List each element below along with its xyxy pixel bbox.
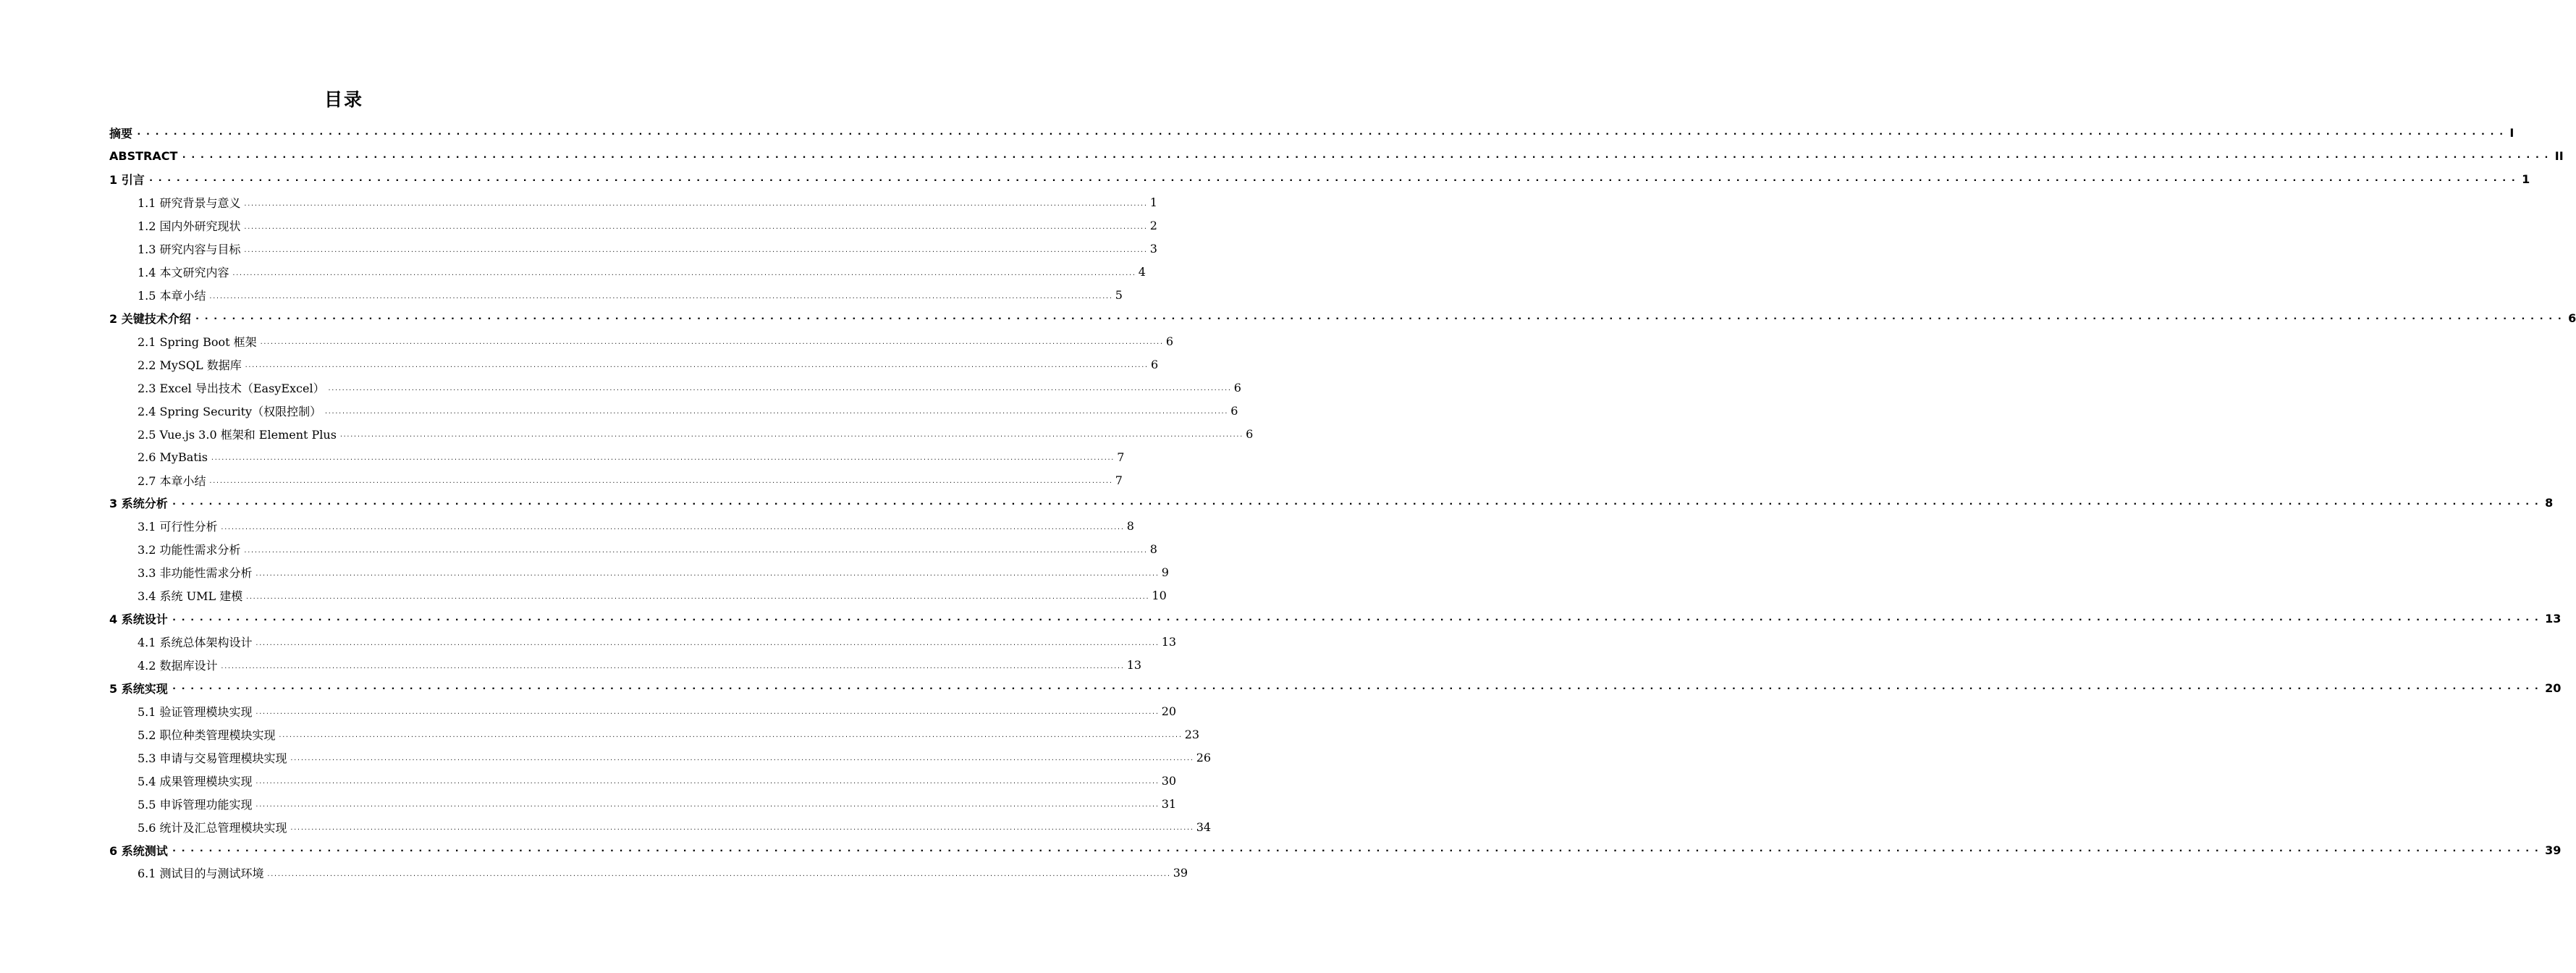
toc-entry-page-number: 8 (1149, 542, 1157, 557)
toc-section-entry[interactable] (109, 284, 1123, 307)
toc-entry-page-number: 3 (1149, 242, 1157, 256)
toc-entry-label: 4 系统设计 (109, 612, 168, 627)
toc-entry-page-number: 2 (1149, 219, 1157, 233)
toc-section-entry[interactable] (109, 353, 1159, 376)
toc-chapter-entry[interactable] (109, 145, 2564, 168)
toc-entry-label: 5.1 验证管理模块实现 (138, 704, 253, 719)
toc-chapter-entry[interactable] (109, 492, 2554, 515)
toc-entry-page-number: 5 (1115, 288, 1123, 303)
toc-section-entry[interactable] (109, 862, 1188, 885)
toc-entry-label: 1.3 研究内容与目标 (138, 243, 241, 257)
dot-leader: .................................................................................................................................................................................................................................................................... (232, 270, 1136, 277)
toc-chapter-entry[interactable] (109, 607, 2562, 631)
toc-section-entry[interactable] (109, 699, 1177, 723)
dot-leader: .................................................................................................................................................................................................................................................................... (255, 640, 1159, 647)
toc-entry-page-number: 23 (1184, 727, 1200, 741)
toc-entry-label: 3.4 系统 UML 建模 (138, 589, 243, 604)
toc-chapter-entry[interactable] (109, 122, 2514, 145)
dot-leader: .................................................................................................................................................................................................................................................................... (266, 871, 1170, 878)
dot-leader: .................................................................................................................................................................................................................................................................... (290, 825, 1194, 833)
toc-entry-page-number: II (2554, 149, 2564, 164)
toc-section-entry[interactable] (109, 214, 1157, 237)
toc-section-entry[interactable] (109, 792, 1177, 815)
toc-entry-label: 2.1 Spring Boot 框架 (138, 334, 257, 349)
toc-entry-page-number: 13 (1126, 658, 1142, 673)
toc-title: 目录 (324, 89, 363, 110)
toc-entry-page-number: 6 (1165, 334, 1174, 348)
dot-leader: .................................................................................................................................................................................................................................................................... (290, 756, 1194, 763)
toc-entry-page-number: 13 (1161, 635, 1177, 649)
toc-entry-page-number: 6 (1246, 426, 1254, 441)
toc-entry-page-number: 30 (1161, 773, 1177, 788)
toc-entry-page-number: 26 (1196, 750, 1212, 764)
dot-leader: .................................................................................................................................................................................................................................................................... (180, 148, 2552, 161)
toc-entry-page-number: 6 (1233, 380, 1241, 395)
dot-leader: .................................................................................................................................................................................................................................................................... (327, 386, 1231, 393)
toc-entry-label: 摘要 (109, 127, 133, 141)
toc-section-entry[interactable] (109, 515, 1134, 538)
toc-section-entry[interactable] (109, 329, 1174, 353)
toc-entry-page-number: 8 (1126, 519, 1134, 534)
dot-leader: .................................................................................................................................................................................................................................................................... (211, 455, 1115, 463)
toc-entry-page-number: 10 (1152, 589, 1167, 603)
toc-entry-label: 4.2 数据库设计 (138, 659, 218, 673)
toc-section-entry[interactable] (109, 654, 1142, 677)
toc-entry-page-number: 39 (2545, 843, 2562, 857)
toc-entry-label: 5.2 职位种类管理模块实现 (138, 728, 276, 742)
dot-leader: .................................................................................................................................................................................................................................................................... (259, 340, 1163, 347)
dot-leader: .................................................................................................................................................................................................................................................................... (255, 709, 1159, 717)
toc-entry-label: 5.3 申请与交易管理模块实现 (138, 751, 287, 765)
toc-entry-label: 2.4 Spring Security（权限控制） (138, 404, 322, 418)
toc-entry-page-number: 6 (1230, 403, 1238, 418)
toc-entry-label: 5.4 成果管理模块实现 (138, 774, 253, 788)
dot-leader: .................................................................................................................................................................................................................................................................... (193, 310, 2566, 324)
toc-entry-page-number: I (2509, 126, 2514, 140)
toc-entry-label: 5 系统实现 (109, 681, 168, 696)
toc-entry-label: 5.5 申诉管理功能实现 (138, 797, 253, 812)
toc-entry-label: 1.2 国内外研究现状 (138, 219, 241, 234)
dot-leader: .................................................................................................................................................................................................................................................................... (170, 680, 2543, 694)
toc-section-entry[interactable] (109, 422, 1254, 445)
dot-leader: .................................................................................................................................................................................................................................................................... (243, 247, 1147, 254)
dot-leader: .................................................................................................................................................................................................................................................................... (243, 201, 1147, 208)
toc-entry-label: 3.2 功能性需求分析 (138, 543, 241, 557)
toc-entry-label: 5.6 统计及汇总管理模块实现 (138, 820, 287, 835)
toc-chapter-entry[interactable] (109, 307, 2576, 330)
dot-leader: .................................................................................................................................................................................................................................................................... (208, 293, 1112, 300)
dot-leader: .................................................................................................................................................................................................................................................................... (147, 171, 2520, 185)
toc-entry-page-number: 8 (2545, 496, 2554, 510)
toc-section-entry[interactable] (109, 746, 1212, 769)
dot-leader: .................................................................................................................................................................................................................................................................... (278, 733, 1182, 740)
toc-section-entry[interactable] (109, 815, 1212, 838)
dot-leader: .................................................................................................................................................................................................................................................................... (245, 594, 1149, 601)
table-of-contents (109, 122, 2576, 885)
toc-entry-page-number: 7 (1117, 450, 1125, 464)
toc-entry-page-number: 20 (1161, 704, 1177, 718)
toc-entry-label: 3.3 非功能性需求分析 (138, 566, 253, 581)
toc-entry-label: 2.2 MySQL 数据库 (138, 358, 242, 372)
toc-entry-label: 1 引言 (109, 173, 145, 188)
toc-section-entry[interactable] (109, 237, 1157, 261)
toc-entry-label: 6.1 测试目的与测试环境 (138, 867, 264, 881)
toc-section-entry[interactable] (109, 261, 1146, 284)
toc-entry-page-number: 13 (2545, 612, 2562, 626)
toc-entry-page-number: 39 (1173, 866, 1188, 880)
toc-entry-label: ABSTRACT (109, 149, 178, 164)
dot-leader: .................................................................................................................................................................................................................................................................... (170, 494, 2543, 508)
toc-section-entry[interactable] (109, 584, 1167, 607)
toc-entry-label: 6 系统测试 (109, 843, 168, 858)
toc-entry-page-number: 31 (1161, 796, 1177, 811)
toc-chapter-entry[interactable] (109, 168, 2530, 191)
dot-leader: .................................................................................................................................................................................................................................................................... (324, 409, 1228, 416)
toc-entry-page-number: 34 (1196, 820, 1212, 834)
toc-entry-page-number: 20 (2545, 681, 2562, 695)
dot-leader: .................................................................................................................................................................................................................................................................... (135, 125, 2507, 138)
toc-entry-label: 2.7 本章小结 (138, 473, 206, 488)
toc-section-entry[interactable] (109, 445, 1125, 468)
toc-entry-label: 1.1 研究背景与意义 (138, 196, 241, 211)
toc-chapter-entry[interactable] (109, 838, 2562, 862)
toc-entry-page-number: 1 (2522, 172, 2530, 187)
toc-entry-label: 1.5 本章小结 (138, 289, 206, 303)
dot-leader: .................................................................................................................................................................................................................................................................... (220, 663, 1124, 670)
toc-entry-label: 2 关键技术介绍 (109, 311, 191, 326)
toc-section-entry[interactable] (109, 468, 1123, 492)
dot-leader: .................................................................................................................................................................................................................................................................... (170, 842, 2543, 855)
dot-leader: .................................................................................................................................................................................................................................................................... (244, 363, 1148, 370)
toc-entry-page-number: 7 (1115, 473, 1123, 487)
toc-section-entry[interactable] (109, 538, 1157, 561)
dot-leader: .................................................................................................................................................................................................................................................................... (170, 610, 2543, 624)
toc-section-entry[interactable] (109, 376, 1241, 399)
toc-section-entry[interactable] (109, 769, 1177, 792)
toc-entry-label: 2.5 Vue.js 3.0 框架和 Element Plus (138, 427, 337, 442)
toc-entry-page-number: 6 (1150, 357, 1159, 371)
toc-section-entry[interactable] (109, 191, 1157, 214)
toc-section-entry[interactable] (109, 399, 1238, 422)
toc-entry-page-number: 6 (2568, 311, 2576, 325)
dot-leader: .................................................................................................................................................................................................................................................................... (339, 432, 1243, 439)
toc-entry-label: 4.1 系统总体架构设计 (138, 636, 253, 650)
toc-entry-page-number: 4 (1138, 265, 1146, 279)
toc-entry-label: 2.6 MyBatis (138, 450, 208, 464)
toc-chapter-entry[interactable] (109, 677, 2562, 700)
dot-leader: .................................................................................................................................................................................................................................................................... (255, 802, 1159, 809)
dot-leader: .................................................................................................................................................................................................................................................................... (243, 224, 1147, 231)
dot-leader: .................................................................................................................................................................................................................................................................... (243, 547, 1147, 555)
toc-section-entry[interactable] (109, 631, 1177, 654)
toc-section-entry[interactable] (109, 723, 1200, 746)
toc-entry-label: 1.4 本文研究内容 (138, 266, 229, 280)
dot-leader: .................................................................................................................................................................................................................................................................... (208, 479, 1112, 485)
toc-entry-page-number: 9 (1161, 565, 1169, 580)
toc-section-entry[interactable] (109, 561, 1169, 584)
toc-entry-page-number: 1 (1149, 195, 1157, 210)
dot-leader: .................................................................................................................................................................................................................................................................... (255, 570, 1159, 578)
dot-leader: .................................................................................................................................................................................................................................................................... (255, 779, 1159, 786)
dot-leader: .................................................................................................................................................................................................................................................................... (220, 524, 1124, 531)
toc-entry-label: 2.3 Excel 导出技术（EasyExcel） (138, 381, 325, 395)
toc-entry-label: 3 系统分析 (109, 497, 168, 511)
toc-entry-label: 3.1 可行性分析 (138, 520, 218, 534)
